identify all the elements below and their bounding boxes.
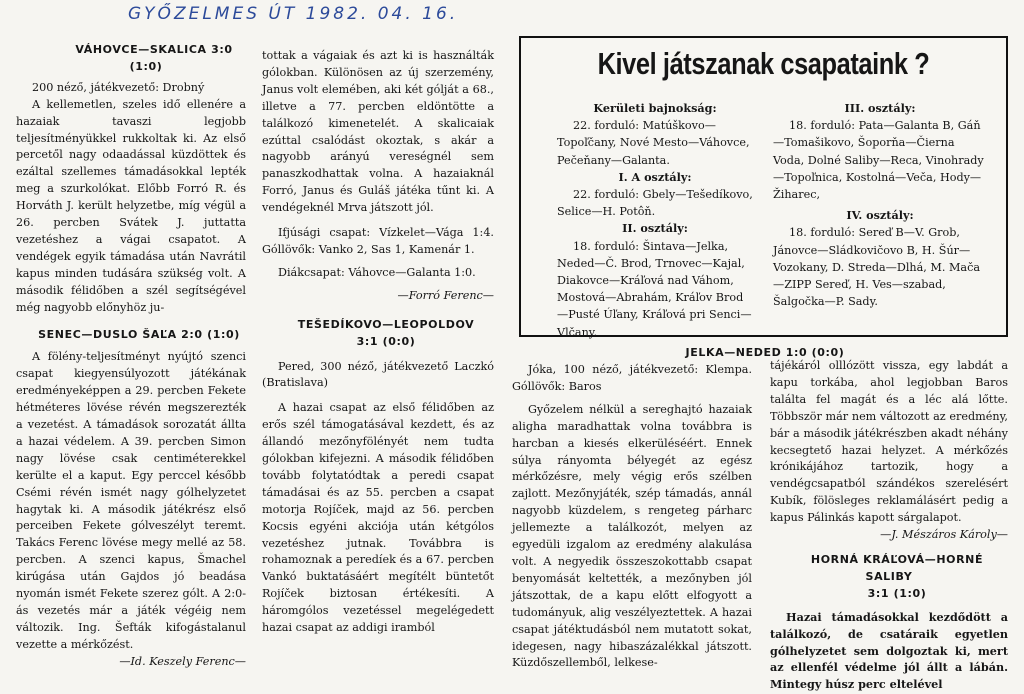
league-heading: Kerületi bajnokság: xyxy=(593,101,717,115)
author-signature: —J. Mészáros Károly— xyxy=(880,528,1008,542)
fixtures-left-column xyxy=(557,100,753,341)
paragraph: A fölény-teljesítményt nyújtó szenci csapat kiegyensúlyozott játékának eredményeképpen a 29. percben Fekete hétméteres lövése révén megszerezték a vezetést. A támadások sorozatát állta a hazai védelem. A 39. percben Simon nagy lövése csak centiméterekkel kerülte el a kaput. Egy perccel később Csémi révén ismét nagy gólhelyzetet hagytak ki. A második játékrész első perceiben Fekete gólveszélyt teremt. Takács Ferenc lövése megy mellé az 58. percben. A szenci kapus, Šmachel kirúgása után Gajdos jó beadása nyomán ismét Fekete szerez gólt. A 2:0-ás vezetés már a játék végéig nem változik. Ing. Šefták kifogástalanul vezette a mérkőzést. xyxy=(16,350,246,651)
headline-vahovce-skalica: VÁHOVCE—SKALICA 3:0 (1:0) xyxy=(75,43,233,73)
headline-jelka-neded: JELKA—NEDED 1:0 (0:0) xyxy=(685,346,845,359)
fixture-text: 18. forduló: Šintava—Jelka, Neded—Č. Brod, Trnovec—Kajal, Diakovce—Kráľová nad Váhom, Mostová—Abrahám, Kráľov Brod—Pusté Úľany, Kráľová pri Senci—Vlčany. xyxy=(557,239,752,339)
league-heading: I. A osztály: xyxy=(618,169,692,184)
headline-tesedikovo-leopoldov: TEŠEDÍKOVO—LEOPOLDOV xyxy=(297,317,475,331)
column-1 xyxy=(16,42,246,671)
fixture-text: 18. forduló: Pata—Galanta B, Gáň—Tomašikovo, Šoporňa—Čierna Voda, Dolné Saliby—Reca, Vinohrady—Topoľnica, Kostolná—Veča, Hody—Žiharec, xyxy=(773,119,984,202)
headline-score: 3:1 (0:0) xyxy=(356,334,416,348)
fixtures-box xyxy=(519,36,1008,337)
paragraph: Diákcsapat: Váhovce—Galanta 1:0. xyxy=(278,265,476,279)
author-signature: —Id. Keszely Ferenc— xyxy=(119,654,246,668)
league-heading: IV. osztály: xyxy=(846,208,914,223)
fixtures-title: Kivel játszanak csapataink ? xyxy=(597,46,930,81)
author-signature: —Forró Ferenc— xyxy=(397,288,494,302)
fixtures-right-column xyxy=(773,100,987,310)
handwritten-date-note: GYŐZELMES ÚT 1982. 04. 16. xyxy=(128,4,459,24)
league-heading: II. osztály: xyxy=(622,221,688,236)
column-2 xyxy=(262,48,494,637)
column-3 xyxy=(512,362,752,672)
headline-senec-duslo: SENEC—DUSLO ŠAĽA 2:0 (1:0) xyxy=(38,327,240,341)
headline-horna-kralova: HORNÁ KRÁĽOVÁ—HORNÉ SALIBY xyxy=(810,552,984,583)
paragraph: Pered, 300 néző, játékvezető Laczkó (Bratislava) xyxy=(262,359,494,390)
column-4 xyxy=(770,358,1008,693)
fixture-text: 22. forduló: Matúškovo—Topoľčany, Nové Mesto—Váhovce, Pečeňany—Galanta. xyxy=(557,119,750,167)
paragraph: Ifjúsági csapat: Vízkelet—Vága 1:4. Góllövők: Vanko 2, Sas 1, Kamenár 1. xyxy=(262,226,494,256)
paragraph: 200 néző, játékvezető: Drobný xyxy=(32,80,205,94)
paragraph: Győzelem nélkül a sereghajtó hazaiak aligha maradhattak volna továbbra is harcban a kiesés elkerüléséért. Ennek súlya rányomta bélyegét az egész mérkőzésre, mely végig erős szélben zajlott. Mezőnyjáték, szép támadás, annál nagyobb küzdelem, s rengeteg párharc jellemezte a találkozót, melyen az egyedüli izgalom az eredmény alakulása volt. A negyedik összeszokottabb csapat benyomását keltették, a mezőnyben jól játszottak, de a kapu előtt elfogyott a tudományuk, alig veszélyeztettek. A hazai csapat játéktudásból nem mutatott sokat, idegesen, nagy hibaszázalékkal játszott. Küzdőszellemből, lelkese- xyxy=(512,402,752,670)
league-heading: III. osztály: xyxy=(844,101,916,115)
fixture-text: 18. forduló: Sereď B—V. Grob, Jánovce—Sládkovičovo B, H. Šúr—Vozokany, D. Streda—Dlhá, M. Mača—ZIPP Sereď, H. Ves—szabad, Šalgočka—P. Sady. xyxy=(773,226,981,309)
paragraph: A kellemetlen, szeles idő ellenére a hazaiak tavaszi legjobb teljesítményükkel rukkoltak ki. Az első percetől nagy odaadással küzdöttek és ezáltal szellemes támadásokkal lepték meg a szurkolókat. Előbb Forró R. és Horváth J. került helyzetbe, míg végül a 26. percben Svátek J. juttatta vezetéshez a vágai csapatot. A vendégek egyik támadása után Navrátil kapus minden tudására szükség volt. A második félidőben a szél segítségével még nagyobb előnyhöz ju- xyxy=(16,97,246,314)
fixture-text: 22. forduló: Gbely—Tešedíkovo, Selice—H. Potôň. xyxy=(557,188,753,219)
paragraph: tottak a vágaiak és azt ki is használták gólokban. Különösen az új szerzemény, Janus volt elemében, aki két gólját a 68., illetve a 77. percben eldöntötte a találkozó kimenetelét. A skalicaiak ezúttal csalódást okoztak, s akár a nagyobb arányú vereségnél sem panaszkodhattak volna. A hazaiaknál Forró, Janus és Guláš játéka tűnt ki. A vendégeknél Mrva játszott jól. xyxy=(262,49,494,215)
headline-score: 3:1 (1:0) xyxy=(867,586,927,600)
paragraph: Jóka, 100 néző, játékvezető: Klempa. Góllövők: Baros xyxy=(512,363,752,393)
paragraph: Hazai támadásokkal kezdődött a találkozó, de csatáraik egyetlen gólhelyzetet sem dolgoztak ki, mert az ellenfél védelme jól állt a lábán. Mintegy húsz perc eltelével xyxy=(770,609,1008,692)
paragraph: tájékáról olllózött vissza, egy labdát a kapu torkába, ahol legjobban Baros találta fel magát és a léc alá lőtte. Többször már nem változott az eredmény, bár a második játékrészben akadt néhány kecsegtető hazai helyzet. A mérkőzés krónikájához tartozik, hogy a vendégcsapatból szándékos szerelésért Kubík, fölösleges reklamálásért pedig a kapus Pálinkás kapott sárgalapot. xyxy=(770,359,1008,525)
paragraph: A hazai csapat az első félidőben az erős szél támogatásával kezdett, és az állandó mezőnyfölényét nem tudta gólokban kifejezni. A második félidőben tovább folytatódtak a peredi csapat támadásai és az 55. percben a csapat motorja Rojíček, majd az 56. percben Kocsis egyéni akciója után kétgólos vezetéshez jutnak. Továbbra is rohamoznak a peredíek és a 67. percben Vankó buktatásáért megítélt büntetőt Rojíček biztosan értékesíti. A háromgólos vezetéssel megelégedett hazai csapat az addigi iramból xyxy=(262,401,494,635)
